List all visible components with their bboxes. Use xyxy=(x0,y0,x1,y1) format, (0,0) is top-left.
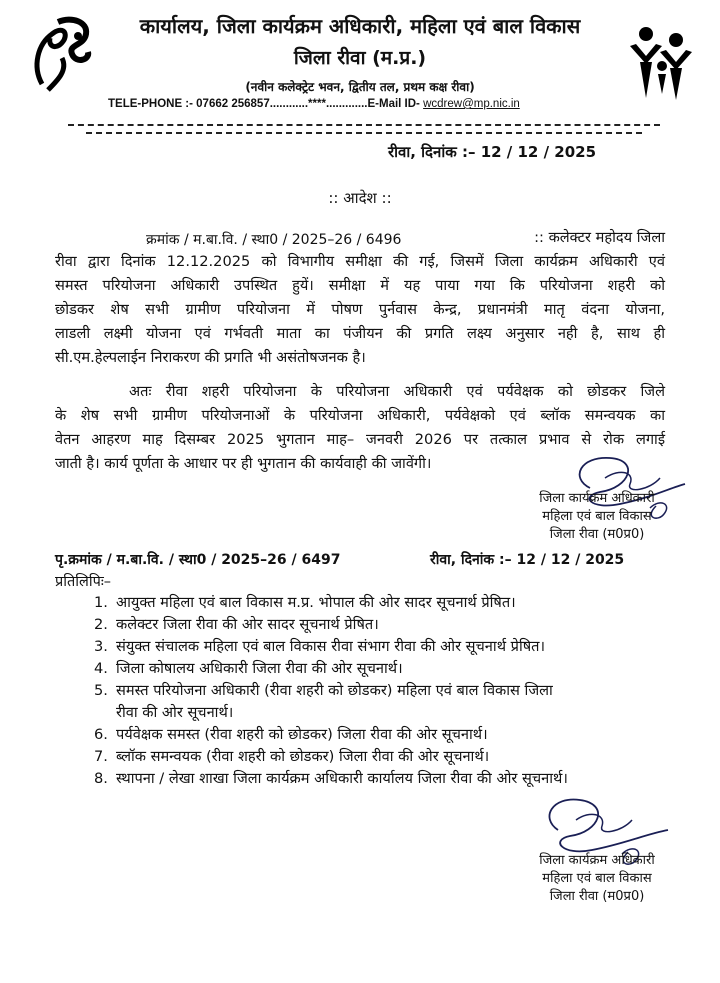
order-date: रीवा, दिनांक :– 12 / 12 / 2025 xyxy=(388,143,597,161)
office-district: जिला रीवा (म.प्र.) xyxy=(293,47,427,69)
list-item: 8. स्थापना / लेखा शाखा जिला कार्यक्रम अधिकारी कार्यालय जिला रीवा की ओर सूचनार्थ। xyxy=(94,770,568,787)
paragraph-line: के शेष सभी ग्रामीण परियोजनाओं के परियोजना अधिकारी, पर्यवेक्षको एवं ब्लॉक समन्वयक का xyxy=(55,407,665,424)
telephone-text: TELE-PHONE :- 07662 256857............****.............E-Mail ID- xyxy=(108,98,420,110)
signatory-block-1 xyxy=(512,490,682,544)
signatory-block-2 xyxy=(512,852,682,906)
copy-to-label: प्रतिलिपिः– xyxy=(55,574,112,590)
paragraph-line: लाडली लक्ष्मी योजना एवं गर्भवती माता का पंजीयन की प्रगति लक्ष्य अनुसार नही है, साथ ही xyxy=(55,325,665,342)
email-link[interactable]: wcdrew@mp.nic.in xyxy=(423,98,520,110)
paragraph-line: वेतन आहरण माह दिसम्बर 2025 भुगतान माह– जनवरी 2026 पर तत्काल प्रभाव से रोक लगाई xyxy=(55,431,665,448)
contact-line xyxy=(108,98,520,110)
office-title: कार्यालय, जिला कार्यक्रम अधिकारी, महिला एवं बाल विकास xyxy=(139,14,581,38)
signatory-designation: जिला कार्यक्रम अधिकारी xyxy=(539,491,655,506)
paragraph-line: छोडकर शेष सभी ग्रामीण परियोजना में पोषण पुर्नवास केन्द्र, प्रधानमंत्री मातृ वंदना योजना, xyxy=(55,301,665,318)
list-item: 5. समस्त परियोजना अधिकारी (रीवा शहरी को छोडकर) महिला एवं बाल विकास जिला रीवा की ओर सूचनार्थ। xyxy=(94,682,553,721)
list-item: 3. संयुक्त संचालक महिला एवं बाल विकास रीवा संभाग रीवा की ओर सूचनार्थ प्रेषित। xyxy=(94,638,546,655)
signatory-designation: जिला कार्यक्रम अधिकारी xyxy=(539,853,655,868)
copy-recipients-list xyxy=(94,592,568,790)
order-reference-number: क्रमांक / म.बा.वि. / स्था0 / 2025–26 / 6496 xyxy=(146,232,402,248)
signatory-district: जिला रीवा (म0प्र0) xyxy=(549,889,645,904)
list-item: 4. जिला कोषालय अधिकारी जिला रीवा की ओर सूचनार्थ। xyxy=(94,660,403,677)
paragraph-line: जाती है। कार्य पूर्णता के आधार पर ही भुगतान की कार्यवाही की जावेंगी। xyxy=(55,455,432,472)
endorsement-reference-number: पृ.क्रमांक / म.बा.वि. / स्था0 / 2025–26 / 6497 xyxy=(55,552,341,568)
paragraph-line: रीवा द्वारा दिनांक 12.12.2025 को विभागीय समीक्षा की गई, जिसमें जिला कार्यक्रम अधिकारी एवं xyxy=(55,253,665,270)
paragraph-line: सी.एम.हेल्पलाईन निराकरण की प्रगति भी असंतोषजनक है। xyxy=(55,349,366,366)
signatory-department: महिला एवं बाल विकास xyxy=(542,871,652,886)
signatory-department: महिला एवं बाल विकास xyxy=(542,509,652,524)
list-item: 7. ब्लॉक समन्वयक (रीवा शहरी को छोडकर) जिला रीवा की ओर सूचनार्थ। xyxy=(94,748,490,765)
list-item: 6. पर्यवेक्षक समस्त (रीवा शहरी को छोडकर) जिला रीवा की ओर सूचनार्थ। xyxy=(94,726,488,743)
endorsement-date: रीवा, दिनांक :– 12 / 12 / 2025 xyxy=(430,552,625,568)
header-divider-bottom xyxy=(86,132,642,134)
paragraph-line: :: कलेक्टर महोदय जिला xyxy=(534,229,665,246)
header-divider-top xyxy=(68,124,660,126)
order-paragraph-1 xyxy=(55,226,665,370)
paragraph-line: समस्त परियोजना अधिकारी उपस्थित हुयें। समीक्षा में यह पाया गया कि परियोजना शहरी को xyxy=(55,277,665,294)
list-item: 1. आयुक्त महिला एवं बाल विकास म.प्र. भोपाल की ओर सादर सूचनार्थ प्रेषित। xyxy=(94,594,516,611)
list-item: 2. कलेक्टर जिला रीवा की ओर सादर सूचनार्थ प्रेषित। xyxy=(94,616,379,633)
paragraph-line: अतः रीवा शहरी परियोजना के परियोजना अधिकारी एवं पर्यवेक्षक को छोडकर जिले xyxy=(129,383,665,400)
signatory-district: जिला रीवा (म0प्र0) xyxy=(549,527,645,542)
order-title: :: आदेश :: xyxy=(328,189,392,207)
office-address: (नवीन कलेक्ट्रेट भवन, द्वितीय तल, प्रथम कक्ष रीवा) xyxy=(245,80,475,94)
